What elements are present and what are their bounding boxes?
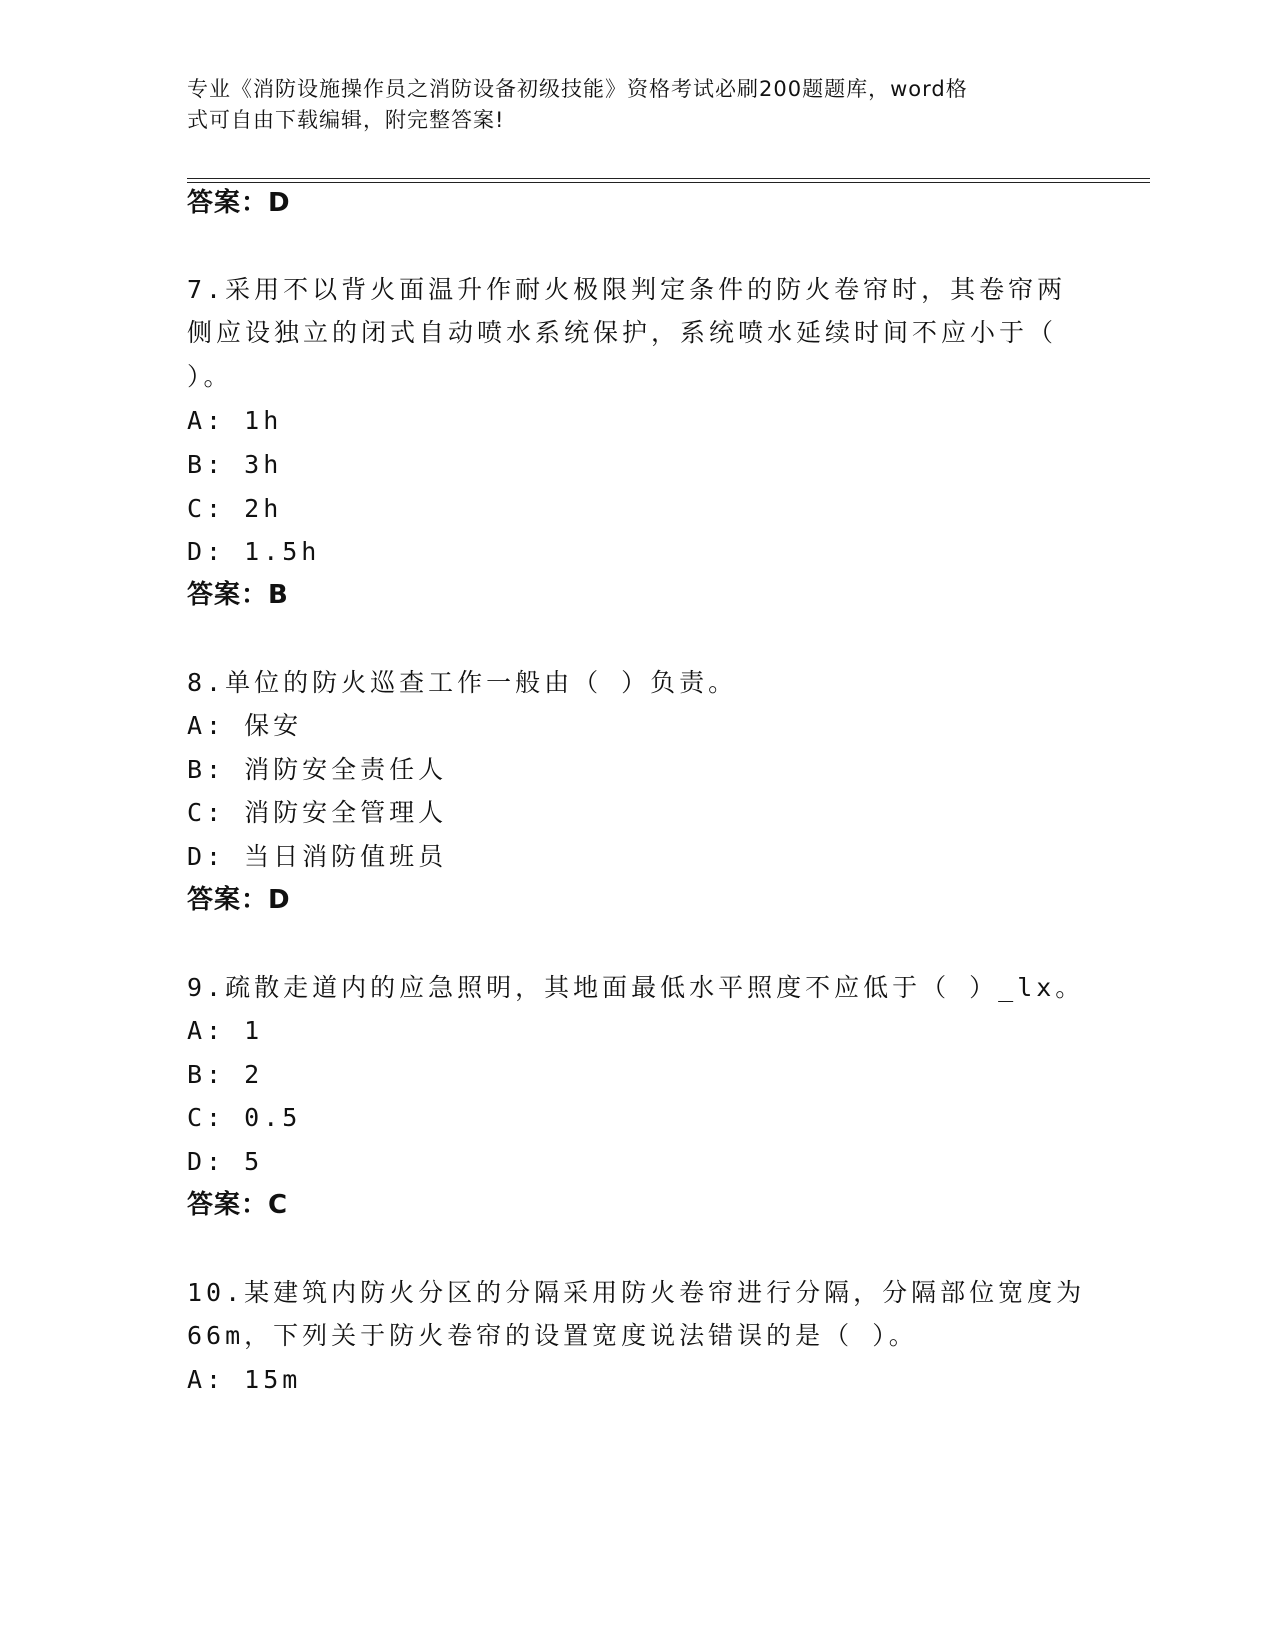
q10-option-a: A: 15m (187, 1365, 302, 1394)
q9-option-b: B: 2 (187, 1060, 264, 1089)
q7-stem-line-3: ）。 (187, 362, 233, 391)
q8-option-a: A: 保安 (187, 711, 303, 740)
header-divider-top (187, 178, 1150, 179)
q9-option-c: C: 0.5 (187, 1103, 302, 1132)
header-line-2: 式可自由下载编辑，附完整答案! (187, 108, 505, 132)
document-header (187, 74, 1067, 136)
q8-stem-line-1: 8.单位的防火巡查工作一般由（ ）负责。 (187, 668, 738, 697)
q7-option-d: D: 1.5h (187, 537, 321, 566)
header-divider-bottom (187, 182, 1150, 183)
q7-option-c: C: 2h (187, 494, 283, 523)
q10-stem-line-2: 66m，下列关于防火卷帘的设置宽度说法错误的是（ ）。 (187, 1321, 918, 1350)
q10-stem-line-1: 10.某建筑内防火分区的分隔采用防火卷帘进行分隔，分隔部位宽度为 (187, 1278, 1086, 1307)
q9-option-d: D: 5 (187, 1147, 264, 1176)
q7-stem-line-1: 7.采用不以背火面温升作耐火极限判定条件的防火卷帘时，其卷帘两 (187, 275, 1067, 304)
q8-option-c: C: 消防安全管理人 (187, 798, 448, 827)
q7-stem-line-2: 侧应设独立的闭式自动喷水系统保护，系统喷水延续时间不应小于（ (187, 318, 1058, 347)
answer-q7: 答案：B (187, 580, 289, 610)
q8-option-d: D: 当日消防值班员 (187, 842, 448, 871)
q7-option-a: A: 1h (187, 406, 283, 435)
header-line-1: 专业《消防设施操作员之消防设备初级技能》资格考试必刷200题题库，word格 (187, 77, 968, 101)
q9-option-a: A: 1 (187, 1016, 264, 1045)
answer-q8: 答案：D (187, 885, 291, 915)
answer-q6: 答案：D (187, 188, 291, 218)
q7-option-b: B: 3h (187, 450, 283, 479)
q8-option-b: B: 消防安全责任人 (187, 755, 448, 784)
q9-stem-line-1: 9.疏散走道内的应急照明，其地面最低水平照度不应低于（ ）_lx。 (187, 973, 1085, 1002)
answer-q9: 答案：C (187, 1190, 289, 1220)
